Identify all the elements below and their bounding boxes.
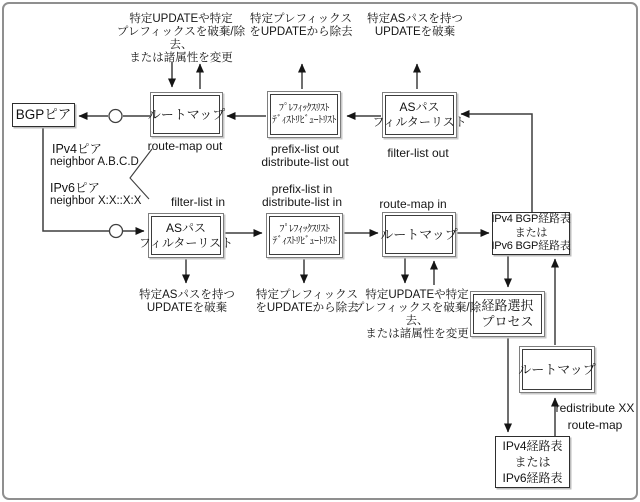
note-prefix-in: 特定プレフィックス をUPDATEから除去	[255, 289, 359, 314]
filter-list-in-cmd: filter-list in	[170, 195, 225, 209]
bgp-peer-box	[12, 103, 75, 127]
igp-table-line3: IPv6経路表	[502, 471, 563, 485]
prefix-list-in-box	[266, 213, 343, 258]
prefix-list-out-cmd: prefix-list out distribute-list out	[261, 142, 349, 169]
ipv6-neighbor-label: neighbor X:X::X:X	[50, 195, 142, 207]
route-map-out-box	[147, 92, 226, 137]
ipv4-peer-title: IPv4ピア	[52, 142, 103, 156]
as-path-filter-in-box	[138, 213, 234, 258]
igp-table-box	[495, 436, 570, 488]
as-path-filter-out-box	[372, 92, 467, 138]
redistribute-cmd: redistribute XX route-map	[555, 401, 635, 432]
route-selection-line2: プロセス	[481, 314, 534, 329]
prefix-list-out-line1: ﾌﾟﾚﾌｨｯｸｽﾘｽﾄ	[279, 102, 329, 114]
route-map-in-cmd: route-map in	[379, 197, 447, 211]
igp-table-line2: または	[514, 455, 551, 469]
prefix-list-in-cmd: prefix-list in distribute-list in	[261, 182, 343, 209]
note-prefix-out: 特定プレフィックス をUPDATEから除去	[249, 13, 353, 38]
ipv6-peer-title: IPv6ピア	[50, 181, 101, 195]
route-selection-line1: 経路選択	[481, 298, 534, 313]
prefix-list-out-box	[267, 91, 341, 138]
ipv4-neighbor-label: neighbor A.B.C.D	[50, 156, 139, 168]
route-map-in-label: ルートマップ	[380, 226, 458, 242]
route-map-in-box	[382, 212, 456, 257]
redistribute-route-map-label: ルートマップ	[518, 361, 596, 377]
as-filter-out-line1: ASパス	[399, 100, 440, 114]
route-map-out-label: ルートマップ	[147, 106, 226, 122]
note-route-map-out: 特定UPDATEや特定 プレフィックスを破棄/除去、 または諸属性を変更	[116, 13, 246, 64]
route-map-out-cmd: route-map out	[147, 139, 223, 153]
note-route-map-in: 特定UPDATEや特定 プレフィックスを破棄/除去、 または諸属性を変更	[352, 289, 482, 340]
prefix-list-out-line2: ﾃﾞｨｽﾄﾘﾋﾞｭｰﾄﾘｽﾄ	[272, 114, 336, 126]
bgp-table-line2: または	[514, 226, 548, 239]
prefix-list-in-line1: ﾌﾟﾚﾌｨｯｸｽﾘｽﾄ	[279, 223, 330, 235]
bgp-peer-label: BGPピア	[15, 107, 72, 122]
as-filter-in-line1: ASパス	[165, 220, 206, 235]
note-as-out: 特定ASパスを持つ UPDATEを破棄	[367, 13, 463, 38]
as-filter-out-line2: フィルターリスト	[372, 115, 467, 129]
filter-list-out-cmd: filter-list out	[387, 146, 449, 160]
bgp-table-line1: IPv4 BGP経路表	[491, 213, 571, 226]
note-as-in: 特定ASパスを持つ UPDATEを破棄	[139, 289, 235, 314]
igp-table-line1: IPv4経路表	[502, 439, 563, 453]
connector-bgptable-to-asout	[461, 114, 532, 212]
junction-circle-in	[110, 225, 123, 238]
junction-circle-out	[109, 110, 122, 123]
prefix-list-in-line2: ﾃﾞｨｽﾄﾘﾋﾞｭｰﾄﾘｽﾄ	[272, 235, 337, 247]
bgp-table-line3: IPv6 BGP経路表	[491, 240, 571, 253]
as-filter-in-line2: フィルターリスト	[138, 235, 234, 250]
redistribute-route-map-box	[519, 346, 595, 393]
bgp-table-box	[492, 212, 570, 255]
